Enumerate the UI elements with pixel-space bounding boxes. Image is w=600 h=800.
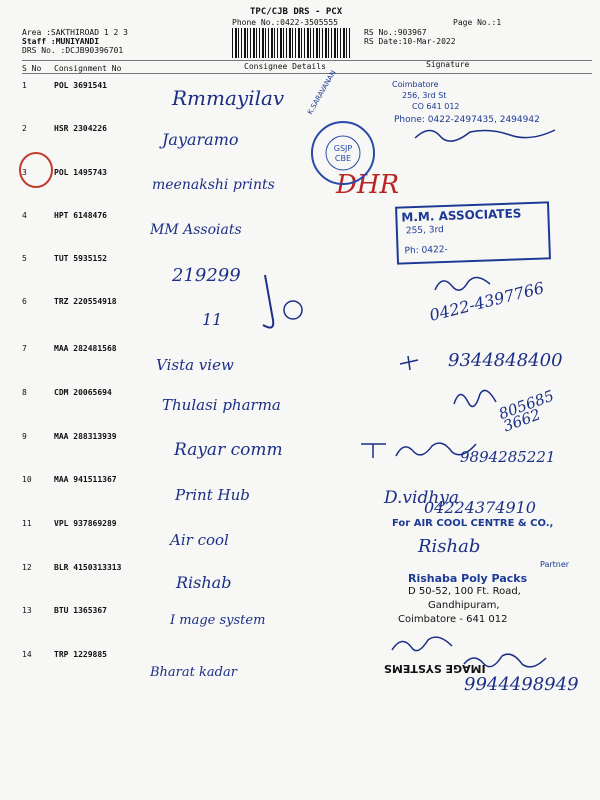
row-consignment: MAA 941511367 — [54, 475, 117, 484]
row14-signature-icon — [460, 648, 550, 674]
row-sno: 6 — [22, 297, 27, 306]
row8-signature-icon — [450, 384, 500, 414]
row-consignment: POL 3691541 — [54, 81, 107, 90]
row11-name: Rishab — [418, 536, 481, 557]
consignee-name: meenakshi prints — [152, 177, 275, 193]
header-divider-bottom — [22, 73, 592, 74]
column-signature: Signature — [426, 60, 470, 69]
consignee-name: Rishab — [176, 573, 232, 592]
staff: Staff :MUNIYANDI — [22, 37, 100, 46]
row-sno: 11 — [22, 519, 32, 528]
consignee-name: I mage system — [170, 613, 266, 628]
mm-associates-title: M.M. ASSOCIATES — [401, 206, 522, 225]
row7-signature-icon — [398, 352, 448, 372]
consignee-name: MM Assoiats — [150, 222, 242, 238]
column-consignment: Consignment No — [54, 64, 122, 73]
row-sno: 5 — [22, 254, 27, 263]
area: Area :SAKTHIROAD 1 2 3 — [22, 28, 128, 37]
row-sno: 14 — [22, 650, 32, 659]
round-stamp-icon — [308, 118, 378, 188]
row-consignment: BTU 1365367 — [54, 606, 107, 615]
row10-name: D.vidhya — [384, 488, 460, 508]
consignee-name: Rmmayilav — [172, 86, 285, 110]
consignee-name: Bharat kadar — [150, 665, 237, 680]
row9-phone: 9894285221 — [460, 448, 556, 466]
row-consignment: TRZ 220554918 — [54, 297, 117, 306]
red-circle-mark — [16, 150, 56, 190]
row-consignment: POL 1495743 — [54, 168, 107, 177]
column-sno: S No — [22, 64, 42, 73]
top-stamp-line: 256, 3rd St — [402, 91, 447, 100]
aircool-partner: Partner — [540, 560, 570, 569]
row-consignment: BLR 4150313313 — [54, 563, 122, 572]
table-row — [0, 606, 600, 646]
consignee-name: Rayar comm — [174, 440, 283, 460]
consignee-name: Vista view — [156, 356, 234, 374]
row-consignment: CDM 20065694 — [54, 388, 112, 397]
row-consignment: VPL 937869289 — [54, 519, 117, 528]
mm-associates-line: 255, 3rd — [405, 225, 444, 237]
drs-number: DRS No. :DCJB90396701 — [22, 46, 124, 55]
round-stamp-text: K.SARAVANAN — [306, 69, 338, 116]
row-sno: 10 — [22, 475, 32, 484]
rishaba-stamp-line: Coimbatore - 641 012 — [398, 614, 508, 625]
row5-signature-icon — [255, 270, 325, 340]
row-sno: 8 — [22, 388, 27, 397]
row7-phone: 9344848400 — [448, 350, 563, 371]
rishaba-stamp-title: Rishaba Poly Packs — [408, 572, 528, 585]
row-consignment: HPT 6148476 — [54, 211, 107, 220]
document-title: TPC/CJB DRS - PCX — [250, 7, 343, 17]
row-sno: 7 — [22, 344, 27, 353]
consignee-name: 219299 — [172, 265, 241, 286]
row-consignment: HSR 2304226 — [54, 124, 107, 133]
row1-phone-stamp: Phone: 0422-2497435, 2494942 — [394, 115, 540, 125]
top-stamp-line: CO 641 012 — [412, 102, 460, 111]
rs-number: RS No.:903967 — [364, 28, 427, 37]
mm-associates-line: Ph: 0422- — [404, 244, 448, 257]
consignee-name: Jayaramo — [162, 130, 239, 149]
row-sno: 9 — [22, 432, 27, 441]
row-sno: 12 — [22, 563, 32, 572]
consignee-name: Air cool — [170, 531, 229, 549]
svg-text:GSJP: GSJP — [333, 144, 353, 153]
row-sno: 13 — [22, 606, 32, 615]
rs-date: RS Date:10-Mar-2022 — [364, 37, 456, 46]
row-consignment: MAA 282481568 — [54, 344, 117, 353]
row5-right-signature-icon — [430, 270, 500, 300]
column-consignee: Consignee Details — [244, 62, 326, 71]
image-systems-stamp: IMAGE SYSTEMS — [384, 662, 486, 675]
row-consignment: TUT 5935152 — [54, 254, 107, 263]
svg-text:CBE: CBE — [334, 154, 352, 163]
row10-phone: 04224374910 — [424, 498, 536, 517]
red-initials: DHR — [336, 170, 400, 200]
rishaba-stamp-line: Gandhipuram, — [428, 600, 500, 611]
top-stamp-line: Coimbatore — [392, 80, 439, 89]
row8-phone: 8056853662 — [496, 386, 557, 436]
phone-number: Phone No.:0422-3505555 — [232, 18, 338, 27]
row13-signature-icon — [388, 632, 458, 656]
header-divider-top — [22, 60, 592, 61]
rishaba-stamp-line: D 50-52, 100 Ft. Road, — [408, 586, 521, 597]
page-number: Page No.:1 — [453, 18, 502, 27]
row-sno: 1 — [22, 81, 27, 90]
mm-associates-stamp — [395, 201, 551, 264]
row-sno: 4 — [22, 211, 27, 220]
row1-signature-icon — [410, 120, 560, 145]
row-consignment: TRP 1229885 — [54, 650, 107, 659]
barcode — [232, 28, 350, 58]
row14-phone: 9944498949 — [464, 674, 579, 695]
row-consignment: MAA 288313939 — [54, 432, 117, 441]
row-sno: 2 — [22, 124, 27, 133]
row-sno: 3 — [22, 168, 27, 177]
aircool-stamp: For AIR COOL CENTRE & CO., — [392, 518, 554, 529]
consignee-name: Print Hub — [175, 486, 250, 504]
consignee-name: 11 — [202, 310, 223, 329]
consignee-name: Thulasi pharma — [162, 396, 281, 414]
row6-phone: 0422-4397766 — [427, 278, 546, 325]
